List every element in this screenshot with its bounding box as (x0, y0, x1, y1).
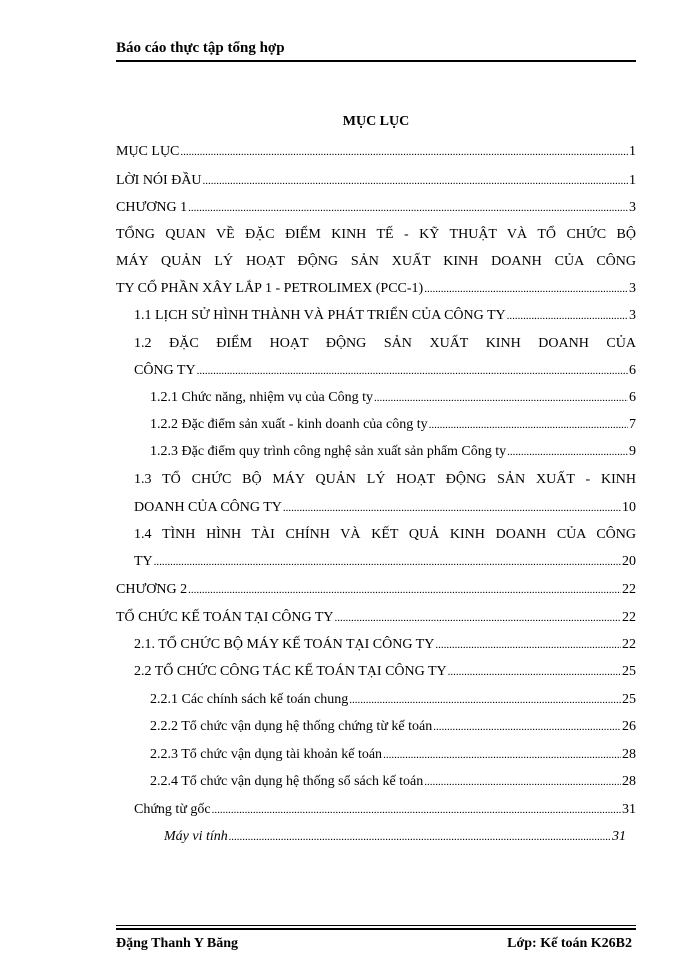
toc-entry[interactable] (150, 744, 636, 766)
dot-leader (229, 826, 611, 848)
toc-entry-label: 1.2.2 Đặc điểm sản xuất - kinh doanh của công ty (150, 417, 428, 432)
toc-entry-page: 28 (622, 747, 636, 762)
toc-entry-label: MỤC LỤC (116, 144, 180, 159)
toc-heading: MỤC LỤC (342, 114, 410, 129)
toc-entry-page: 9 (629, 444, 636, 459)
toc-entry[interactable] (134, 305, 636, 327)
toc-entry-page: 20 (622, 554, 636, 569)
dot-leader (212, 799, 621, 821)
toc-entry[interactable] (116, 170, 636, 192)
toc-entry-label: 2.2.1 Các chính sách kế toán chung (150, 692, 349, 707)
toc-entry-page: 1 (629, 144, 636, 159)
toc-entry-page: 1 (629, 173, 636, 188)
toc-entry[interactable] (116, 197, 636, 219)
toc-entry-page: 6 (629, 390, 636, 405)
toc-entry-label: 2.2.3 Tổ chức vận dụng tài khoản kế toán (150, 747, 383, 762)
toc-entry[interactable] (164, 826, 626, 848)
toc-entry-page: 25 (622, 692, 636, 707)
toc-entry-page: 31 (612, 829, 626, 844)
toc-entry-page: 22 (622, 610, 636, 625)
toc-entry-label: LỜI NÓI ĐẦU (116, 173, 202, 188)
dot-leader (203, 170, 628, 192)
dot-leader (188, 197, 628, 219)
toc-entry[interactable] (134, 634, 636, 656)
footer-author: Đặng Thanh Y Băng (116, 936, 239, 951)
toc-entry[interactable] (134, 661, 636, 683)
toc-entry-page: 26 (622, 719, 636, 734)
toc-entry-page: 22 (622, 637, 636, 652)
toc-entry-page: 28 (622, 774, 636, 789)
dot-leader (335, 607, 622, 629)
toc-entry[interactable] (150, 441, 636, 463)
dot-leader (448, 661, 621, 683)
dot-leader (433, 716, 621, 738)
toc-entry-label: 1.2.3 Đặc điểm quy trình công nghệ sản xuất sản phẩm Công ty (150, 444, 507, 459)
toc-entry-label: CHƯƠNG 1 (116, 200, 188, 215)
dot-leader (283, 497, 621, 519)
toc-entry-label: 2.2.4 Tổ chức vận dụng hệ thống sổ sách kế toán (150, 774, 424, 789)
toc-entry[interactable] (116, 607, 636, 629)
toc-entry-label-line: TỔNG QUAN VỀ ĐẶC ĐIỂM KINH TẾ - KỸ THUẬT VÀ TỔ CHỨC BỘ (116, 227, 636, 242)
toc-entry-page: 7 (629, 417, 636, 432)
toc-entry[interactable] (116, 141, 636, 163)
dot-leader (188, 579, 621, 601)
toc-entry-label-line: TY CỔ PHẦN XÂY LẮP 1 - PETROLIMEX (PCC-1) (116, 281, 424, 296)
toc-entry[interactable] (116, 579, 636, 601)
toc-entry-label: CHƯƠNG 2 (116, 582, 188, 597)
dot-leader (507, 305, 628, 327)
toc-entry-label-line: MÁY QUẢN LÝ HOẠT ĐỘNG SẢN XUẤT KINH DOANH CỦA CÔNG (116, 254, 636, 269)
toc-entry[interactable] (150, 716, 636, 738)
toc-entry-page: 25 (622, 664, 636, 679)
dot-leader (424, 771, 621, 793)
toc-entry-page: 3 (629, 200, 636, 215)
toc-entry[interactable] (150, 387, 636, 409)
toc-entry-label: TỔ CHỨC KẾ TOÁN TẠI CÔNG TY (116, 610, 334, 625)
dot-leader (154, 551, 621, 573)
dot-leader (349, 689, 621, 711)
footer-class: Lớp: Kế toán K26B2 (507, 936, 632, 951)
toc-entry[interactable] (134, 799, 636, 821)
toc-entry-label-line: TY (134, 554, 153, 569)
report-header-title: Báo cáo thực tập tổng hợp (116, 40, 285, 56)
toc-entry-label: 2.2 TỔ CHỨC CÔNG TÁC KẾ TOÁN TẠI CÔNG TY (134, 664, 447, 679)
dot-leader (374, 387, 628, 409)
toc-entry-label: 1.1 LỊCH SỬ HÌNH THÀNH VÀ PHÁT TRIỂN CỦA CÔNG TY (134, 308, 506, 323)
toc-entry[interactable] (150, 771, 636, 793)
dot-leader (424, 278, 628, 300)
toc-entry[interactable] (150, 689, 636, 711)
header-rule (116, 60, 636, 62)
toc-entry-label: 2.2.2 Tổ chức vận dụng hệ thống chứng từ kế toán (150, 719, 433, 734)
toc-entry-label-line: CÔNG TY (134, 363, 196, 378)
toc-entry-label-line: 1.3 TỔ CHỨC BỘ MÁY QUẢN LÝ HOẠT ĐỘNG SẢN XUẤT - KINH (134, 472, 636, 487)
dot-leader (435, 634, 621, 656)
toc-entry-label: Máy vi tính (164, 829, 228, 844)
toc-entry-page: 22 (622, 582, 636, 597)
footer-rule (116, 928, 636, 930)
toc-entry-label: Chứng từ gốc (134, 802, 211, 817)
toc-entry[interactable] (150, 414, 636, 436)
toc-entry-page: 31 (622, 802, 636, 817)
toc-entry-label: 2.1. TỔ CHỨC BỘ MÁY KẾ TOÁN TẠI CÔNG TY (134, 637, 435, 652)
toc-entry-page: 3 (629, 308, 636, 323)
footer-rule (116, 925, 636, 926)
dot-leader (429, 414, 628, 436)
toc-entry-label-line: 1.2 ĐẶC ĐIỂM HOẠT ĐỘNG SẢN XUẤT KINH DOANH CỦA (134, 336, 636, 351)
dot-leader (197, 360, 628, 382)
dot-leader (180, 141, 628, 163)
toc-entry-page: 6 (629, 363, 636, 378)
dot-leader (507, 441, 628, 463)
toc-entry-page: 3 (629, 281, 636, 296)
dot-leader (383, 744, 621, 766)
toc-entry-label-line: DOANH CỦA CÔNG TY (134, 500, 282, 515)
toc-entry-label: 1.2.1 Chức năng, nhiệm vụ của Công ty (150, 390, 374, 405)
toc-entry-page: 10 (622, 500, 636, 515)
toc-entry-label-line: 1.4 TÌNH HÌNH TÀI CHÍNH VÀ KẾT QUẢ KINH DOANH CỦA CÔNG (134, 527, 636, 542)
